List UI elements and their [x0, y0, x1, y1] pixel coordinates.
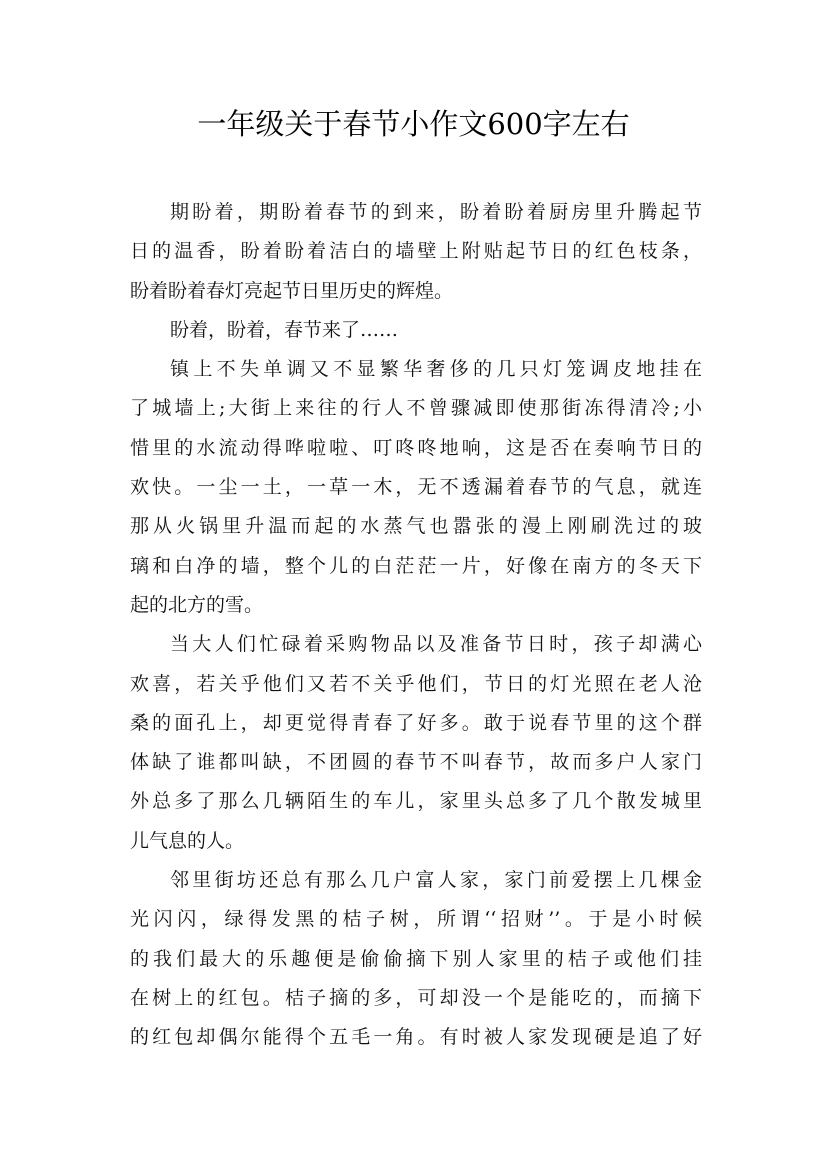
- paragraph-line: 起的北方的雪。: [130, 593, 264, 616]
- paragraph-line: 惜里的水流动得哗啦啦、叮咚咚地响，这是否在奏响节日的: [130, 436, 702, 459]
- paragraph-line: 当大人们忙碌着采购物品以及准备节日时，孩子却满心: [170, 633, 702, 656]
- paragraph-line: 的红包却偶尔能得个五毛一角。有时被人家发现硬是追了好: [130, 1026, 702, 1049]
- document-title: 一年级关于春节小作文600字左右: [197, 107, 630, 141]
- paragraph-line: 欢喜，若关乎他们又若不关乎他们，节日的灯光照在老人沧: [130, 672, 702, 695]
- paragraph-line: 期盼着，期盼着春节的到来，盼着盼着厨房里升腾起节: [170, 201, 702, 223]
- paragraph-line: 璃和白净的墙，整个儿的白茫茫一片，好像在南方的冬天下: [130, 554, 702, 577]
- paragraph-line: 桑的面孔上，却更觉得青春了好多。敢于说春节里的这个群: [130, 711, 702, 734]
- paragraph-line: 邻里街坊还总有那么几户富人家，家门前爱摆上几棵金: [170, 869, 702, 892]
- paragraph-line: 欢快。一尘一土，一草一木，无不透漏着春节的气息，就连: [130, 476, 702, 499]
- paragraph-line: 在树上的红包。桔子摘的多，可却没一个是能吃的，而摘下: [130, 986, 702, 1009]
- paragraph-line: 日的温香，盼着盼着洁白的墙壁上附贴起节日的红色枝条，: [130, 240, 702, 263]
- document-body: [130, 193, 710, 1058]
- paragraph-line: 的我们最大的乐趣便是偷偷摘下别人家里的桔子或他们挂: [130, 947, 702, 970]
- paragraph-line: 那从火锅里升温而起的水蒸气也嚣张的漫上刚刷洗过的玻: [130, 515, 702, 538]
- paragraph-line: 了城墙上;大街上来往的行人不曾骤减即使那街冻得清冷;小: [130, 397, 702, 420]
- paragraph-line: 镇上不失单调又不显繁华奢侈的几只灯笼调皮地挂在: [170, 358, 702, 381]
- paragraph-line: 盼着，盼着，春节来了……: [170, 318, 399, 341]
- paragraph-line: 光闪闪，绿得发黑的桔子树，所谓‘‘招财’’。于是小时候: [130, 908, 702, 931]
- paragraph-line: 盼着盼着春灯亮起节日里历史的辉煌。: [130, 279, 454, 302]
- paragraph-line: 外总多了那么几辆陌生的车儿，家里头总多了几个散发城里: [130, 790, 702, 813]
- paragraph-line: 儿气息的人。: [130, 829, 245, 852]
- paragraph-line: 体缺了谁都叫缺，不团圆的春节不叫春节，故而多户人家门: [130, 751, 702, 774]
